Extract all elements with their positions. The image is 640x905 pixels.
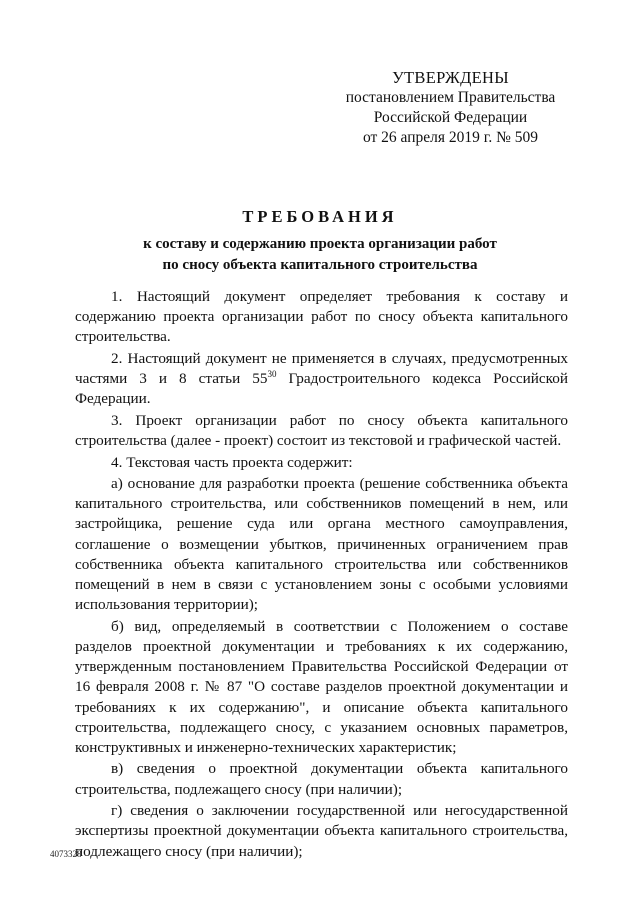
paragraph-4b: б) вид, определяемый в соответствии с Положением о составе разделов проектной документации и требованиях к их содержанию, утвержденным постановлением Правительства Российской Федерации от 16 февраля 2008 г. № 87 "О составе разделов проектной документации и требованиях к их содержанию", и описание объекта капитального строительства, подлежащего сносу, с указанием основных параметров, конструктивных и инженерно-технических характеристик; — [75, 617, 568, 756]
approval-line-3: от 26 апреля 2019 г. № 509 — [362, 129, 539, 146]
document-subtitle — [72, 234, 568, 276]
document-title-block — [72, 206, 568, 276]
paragraph-4a: а) основание для разработки проекта (решение собственника объекта капитального строительства, или собственников помещений в нем, или застройщика, решение суда или органа местного самоуправления, соглашение о возмещении убытков, причиненных ограничением прав собственника объекта капитального строительства или собственников помещений в нем в связи с установлением зоны с особыми условиями использования территории); — [75, 475, 568, 614]
approval-line-1: постановлением Правительства — [345, 89, 556, 106]
paragraph-2-text-end: Градостроительного кодекса Российской Федерации. — [75, 370, 568, 408]
document-body — [75, 287, 568, 863]
paragraph-4c: в) сведения о проектной документации объекта капитального строительства, подлежащего сносу (при наличии); — [75, 760, 568, 798]
document-title: ТРЕБОВАНИЯ — [242, 207, 398, 226]
document-subtitle-line-1: к составу и содержанию проекта организации работ — [143, 236, 497, 252]
paragraph-3: 3. Проект организации работ по сносу объекта капитального строительства (далее - проект) состоит из текстовой и графической частей. — [75, 411, 568, 450]
document-subtitle-line-2: по сносу объекта капитального строительства — [162, 257, 478, 273]
approval-stamp — [338, 68, 563, 148]
approval-heading: УТВЕРЖДЕНЫ — [392, 68, 509, 87]
approval-line-2: Российской Федерации — [373, 109, 528, 126]
paragraph-4: 4. Текстовая часть проекта содержит: — [111, 453, 353, 471]
paragraph-4d: г) сведения о заключении государственной или негосударственной экспертизы проектной документации объекта капитального строительства, подлежащего сносу (при наличии); — [75, 802, 568, 860]
document-code: 4073328 — [50, 849, 82, 859]
paragraph-1: 1. Настоящий документ определяет требования к составу и содержанию проекта организации работ по сносу объекта капитального строительства. — [75, 288, 568, 346]
paragraph-2-text: 2. Настоящий документ не применяется в случаях, предусмотренных частями 3 и 8 статьи 55 — [75, 349, 568, 388]
paragraph-2 — [75, 349, 568, 410]
paragraph-2-superscript: 30 — [267, 369, 277, 380]
